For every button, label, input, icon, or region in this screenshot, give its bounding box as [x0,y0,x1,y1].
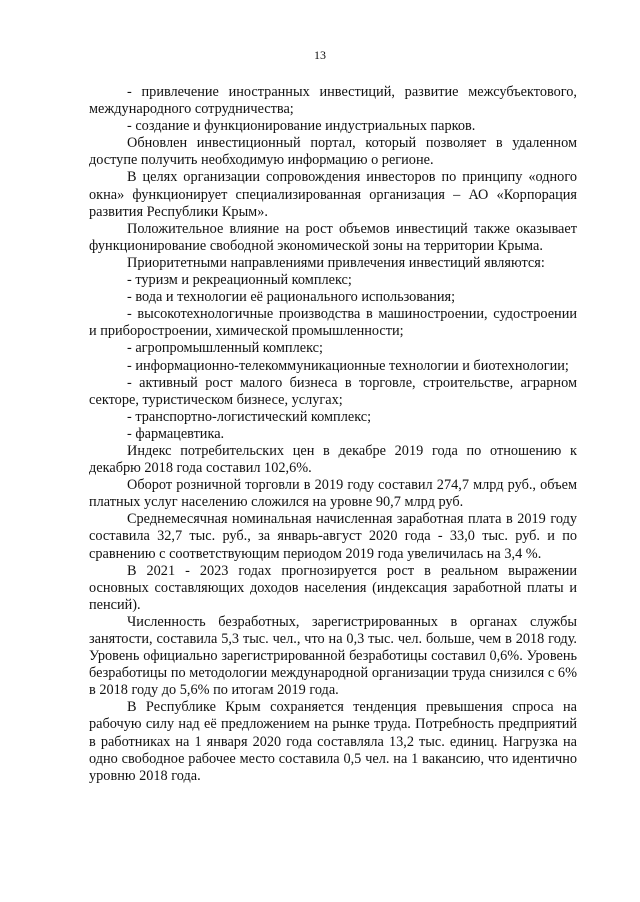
paragraph-cpi: Индекс потребительских цен в декабре 2019 года по отношению к декабрю 2018 года составил 102,6%. [89,442,577,477]
paragraph-unemployment: Численность безработных, зарегистрированных в органах службы занятости, составила 5,3 тыс. чел., что на 0,3 тыс. чел. больше, чем в 2018 году. Уровень официально зарегистрированной безработицы составил 0,6%. Уровень безработицы по методологии международной организации труда снизился с 6% в 2018 году до 5,6% по итогам 2019 года. [89,613,577,699]
list-item-high-tech: - высокотехнологичные производства в машиностроении, судостроении и приборостроении, химической промышленности; [89,306,577,340]
list-item-agro: - агропромышленный комплекс; [127,340,323,357]
paragraph-retail-turnover: Оборот розничной торговли в 2019 году составил 274,7 млрд руб., объем платных услуг населению сложился на уровне 90,7 млрд руб. [89,477,577,511]
paragraph-labor-demand: В Республике Крым сохраняется тенденция превышения спроса на рабочую силу над её предложением на рынке труда. Потребность предприятий в работниках на 1 января 2020 года составляла 13,2 тыс. единиц. Нагрузка на одно свободное рабочее место составила 0,5 чел. на 1 вакансию, что идентично уровню 2018 года. [89,699,577,784]
list-item-tourism: - туризм и рекреационный комплекс; [127,272,352,289]
paragraph-industrial-parks: - создание и функционирование индустриальных парков. [127,118,476,135]
list-item-it: - информационно-телекоммуникационные технологии и биотехнологии; [127,357,569,374]
paragraph-one-window: В целях организации сопровождения инвесторов по принципу «одного окна» функционирует специализированная организация – АО «Корпорация развития Республики Крым». [89,169,577,220]
paragraph-investment-portal: Обновлен инвестиционный портал, который позволяет в удаленном доступе получить необходимую информацию о регионе. [89,135,577,169]
document-body [89,84,577,785]
list-item-pharma: - фармацевтика. [127,425,225,442]
page-number: 13 [314,48,326,62]
paragraph-priority-directions: Приоритетными направлениями привлечения инвестиций являются: [127,254,545,271]
paragraph-investment-attraction: - привлечение иностранных инвестиций, развитие межсубъектового, международного сотрудничества; [89,84,577,118]
paragraph-average-salary: Среднемесячная номинальная начисленная заработная плата в 2019 году составила 32,7 тыс. руб., за январь-август 2020 года - 33,0 тыс. руб. и по сравнению с соответствующим периодом 2019 года увеличилась на 3,4 %. [89,511,577,562]
list-item-water: - вода и технологии её рационального использования; [127,289,456,306]
paragraph-free-economic-zone: Положительное влияние на рост объемов инвестиций также оказывает функционирование свободной экономической зоны на территории Крыма. [89,220,577,254]
paragraph-income-forecast: В 2021 - 2023 годах прогнозируется рост в реальном выражении основных составляющих доходов населения (индексация заработной платы и пенсий). [89,562,577,613]
list-item-logistics: - транспортно-логистический комплекс; [127,408,372,425]
list-item-small-business: - активный рост малого бизнеса в торговле, строительстве, аграрном секторе, туристическом бизнесе, услугах; [89,374,577,408]
